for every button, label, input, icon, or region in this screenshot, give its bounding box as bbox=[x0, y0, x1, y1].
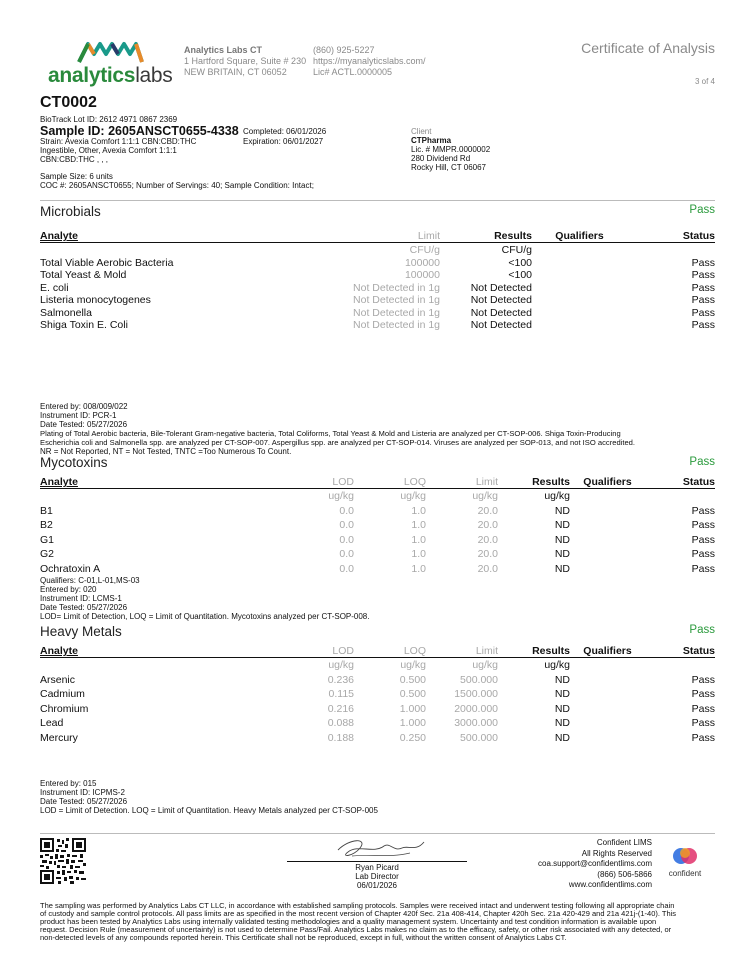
column-header: Qualifiers bbox=[583, 645, 632, 657]
qualifier-cell bbox=[532, 319, 627, 332]
mycotoxins-status-badge: Pass bbox=[689, 456, 715, 468]
loq-cell: 1.0 bbox=[411, 562, 426, 575]
analyte-cell: G2 bbox=[40, 548, 55, 561]
sample-id: Sample ID: 2605ANSCT0655-4338 bbox=[40, 124, 239, 138]
result-cell: ND bbox=[554, 702, 570, 715]
limit-cell: 20.0 bbox=[477, 519, 498, 532]
analyte-cell: E. coli bbox=[40, 281, 69, 294]
lab-website-link[interactable]: https://myanalyticslabs.com/ bbox=[313, 56, 426, 66]
qualifier-cell bbox=[532, 307, 627, 320]
unit-cell: ug/kg bbox=[472, 659, 498, 672]
lab-logo bbox=[48, 38, 173, 88]
limit-cell: Not Detected in 1g bbox=[353, 294, 440, 307]
qualifier-cell bbox=[570, 547, 645, 562]
table-row bbox=[40, 504, 715, 519]
status-cell: Pass bbox=[691, 269, 715, 282]
analyte-cell: Salmonella bbox=[40, 306, 92, 319]
table-header-rule bbox=[40, 488, 715, 489]
mycotoxins-table bbox=[40, 476, 715, 576]
table-row bbox=[40, 702, 715, 717]
document-title: Certificate of Analysis bbox=[581, 40, 715, 56]
lab-phone: (860) 925-5227 bbox=[313, 45, 375, 55]
mycotoxins-title: Mycotoxins bbox=[40, 455, 108, 470]
limit-cell: 500.000 bbox=[460, 673, 498, 686]
lod-cell: 0.188 bbox=[327, 731, 354, 744]
microbials-notes bbox=[40, 402, 720, 456]
column-header: Analyte bbox=[40, 645, 78, 657]
status-cell: Pass bbox=[691, 256, 715, 269]
limit-cell: 2000.000 bbox=[454, 702, 498, 715]
sample-size: Sample Size: 6 units bbox=[40, 172, 113, 181]
lod-cell: 0.0 bbox=[339, 504, 354, 517]
disclaimer-line: request. Decision Rule (measurement of uncertainty) is not used to determine Pass/Fail. Analytics Labs makes no claim as to the efficacy, safety, or other risk associated with any detected, or bbox=[40, 925, 672, 934]
result-cell: Not Detected bbox=[470, 306, 532, 319]
client-address-line1: 280 Dividend Rd bbox=[411, 154, 471, 163]
analyte-cell: Listeria monocytogenes bbox=[40, 294, 151, 307]
loq-cell: 1.0 bbox=[411, 504, 426, 517]
analyte-cell: Chromium bbox=[40, 702, 89, 715]
column-header: Limit bbox=[475, 645, 498, 657]
limit-cell: 20.0 bbox=[477, 533, 498, 546]
biotrack-lot-id: BioTrack Lot ID: 2612 4971 0867 2369 bbox=[40, 115, 178, 124]
note-line: Entered by: 015 bbox=[40, 779, 97, 788]
heavy-metals-status-badge: Pass bbox=[689, 624, 715, 636]
page-number: 3 of 4 bbox=[694, 77, 715, 86]
signer-role: Lab Director bbox=[355, 872, 399, 881]
analyte-cell: B2 bbox=[40, 519, 53, 532]
result-cell: ND bbox=[554, 562, 570, 575]
analyte-cell: G1 bbox=[40, 533, 55, 546]
mycotoxins-notes bbox=[40, 576, 720, 621]
result-cell: ND bbox=[554, 673, 570, 686]
qualifier-cell bbox=[570, 562, 645, 577]
status-cell: Pass bbox=[691, 294, 715, 307]
disclaimer bbox=[40, 902, 720, 942]
table-header-rule bbox=[40, 242, 715, 243]
analyte-cell: Arsenic bbox=[40, 673, 76, 686]
result-cell: Not Detected bbox=[470, 294, 532, 307]
note-line: Entered by: 008/009/022 bbox=[40, 402, 128, 411]
limit-cell: 20.0 bbox=[477, 562, 498, 575]
lod-cell: 0.0 bbox=[339, 562, 354, 575]
unit-row bbox=[40, 243, 715, 257]
sample-type: Ingestible, Other, Avexia Comfort 1:1:1 bbox=[40, 146, 177, 155]
footer-divider bbox=[40, 833, 715, 834]
limit-cell: Not Detected in 1g bbox=[353, 319, 440, 332]
table-row bbox=[40, 269, 715, 282]
result-cell: <100 bbox=[508, 269, 532, 282]
unit-cell: CFU/g bbox=[501, 243, 532, 256]
limit-cell: Not Detected in 1g bbox=[353, 306, 440, 319]
lod-cell: 0.216 bbox=[327, 702, 354, 715]
loq-cell: 0.500 bbox=[399, 673, 426, 686]
lims-name: Confident LIMS bbox=[596, 838, 652, 847]
note-line: Date Tested: 05/27/2026 bbox=[40, 603, 128, 612]
limit-cell: 500.000 bbox=[460, 731, 498, 744]
result-cell: Not Detected bbox=[470, 319, 532, 332]
table-row bbox=[40, 518, 715, 533]
result-cell: ND bbox=[554, 533, 570, 546]
status-cell: Pass bbox=[691, 688, 715, 701]
analyte-cell: Total Viable Aerobic Bacteria bbox=[40, 256, 174, 269]
qualifier-cell bbox=[570, 673, 645, 688]
table-row bbox=[40, 731, 715, 746]
qualifier-cell bbox=[570, 518, 645, 533]
qualifier-cell bbox=[570, 716, 645, 731]
column-header: Results bbox=[532, 476, 570, 488]
column-header: Results bbox=[532, 645, 570, 657]
analyte-cell: Lead bbox=[40, 717, 64, 730]
analyte-cell: Mercury bbox=[40, 731, 78, 744]
column-header: Qualifiers bbox=[555, 230, 604, 242]
column-header: Qualifiers bbox=[583, 476, 632, 488]
loq-cell: 1.000 bbox=[399, 717, 426, 730]
microbials-status-badge: Pass bbox=[689, 204, 715, 216]
table-row bbox=[40, 673, 715, 688]
cannabinoid-ratio: CBN:CBD:THC , , , bbox=[40, 155, 109, 164]
status-cell: Pass bbox=[691, 673, 715, 686]
lab-address-line2: NEW BRITAIN, CT 06052 bbox=[184, 67, 287, 77]
table-row bbox=[40, 547, 715, 562]
lab-name: Analytics Labs CT bbox=[184, 45, 263, 55]
qualifier-cell bbox=[570, 687, 645, 702]
unit-cell: ug/kg bbox=[328, 490, 354, 503]
status-cell: Pass bbox=[691, 717, 715, 730]
disclaimer-line: of custody and sample control protocols. All pass limits are as specified in the most recent version of Chapter 420f Sec. 21a 408-414, Chapter 420h Sec. 21a 420-429 and 21a 421j-(1-40). This bbox=[40, 909, 677, 918]
column-header: LOQ bbox=[403, 476, 426, 488]
lod-cell: 0.115 bbox=[328, 688, 354, 701]
lims-email-link[interactable]: coa.support@confidentlims.com bbox=[538, 859, 652, 868]
loq-cell: 0.250 bbox=[399, 731, 426, 744]
qualifier-cell bbox=[570, 533, 645, 548]
column-header: Status bbox=[682, 476, 715, 488]
note-line: Qualifiers: C-01,L-01,MS-03 bbox=[40, 576, 140, 585]
client-address-line2: Rocky Hill, CT 06067 bbox=[411, 163, 486, 172]
disclaimer-line: The sampling was performed by Analytics Labs CT LLC, in accordance with established sampling protocols. Samples were received intact and underwent testing following all appropriate chain bbox=[40, 901, 675, 910]
column-header: LOD bbox=[332, 476, 354, 488]
signature-line bbox=[287, 861, 467, 862]
loq-cell: 1.0 bbox=[411, 533, 426, 546]
status-cell: Pass bbox=[691, 562, 715, 575]
result-cell: ND bbox=[554, 717, 570, 730]
confident-logo-text: confident bbox=[668, 869, 702, 878]
qualifier-cell bbox=[570, 731, 645, 746]
note-line: Date Tested: 05/27/2026 bbox=[40, 797, 128, 806]
client-label: Client bbox=[411, 127, 432, 136]
analyte-cell: Ochratoxin A bbox=[40, 562, 101, 575]
logo-word-secondary: labs bbox=[135, 64, 173, 87]
microbials-title: Microbials bbox=[40, 204, 101, 219]
signer-name: Ryan Picard bbox=[355, 863, 399, 872]
note-line: Instrument ID: ICPMS-2 bbox=[40, 788, 125, 797]
strain: Strain: Avexia Comfort 1:1:1 CBN:CBD:THC bbox=[40, 137, 197, 146]
lod-cell: 0.0 bbox=[339, 533, 354, 546]
limit-cell: 3000.000 bbox=[454, 717, 498, 730]
lims-phone: (866) 506-5866 bbox=[597, 869, 652, 879]
note-line: LOD= Limit of Detection, LOQ = Limit of Quantitation. Mycotoxins analyzed per CT-SOP-008. bbox=[40, 612, 370, 621]
completed-date: Completed: 06/01/2026 bbox=[243, 127, 327, 136]
confident-logo-icon bbox=[672, 845, 698, 867]
logo-word-primary: analytics bbox=[48, 64, 136, 87]
lab-license: Lic# ACTL.0000005 bbox=[313, 67, 393, 77]
unit-cell: ug/kg bbox=[544, 659, 570, 672]
status-cell: Pass bbox=[691, 731, 715, 744]
result-cell: ND bbox=[554, 688, 570, 701]
client-name: CTPharma bbox=[411, 136, 452, 145]
heavy-metals-title: Heavy Metals bbox=[40, 624, 122, 639]
analyte-cell: Cadmium bbox=[40, 688, 85, 701]
coc-number: COC #: 2605ANSCT0655; Number of Servings: 40; Sample Condition: Intact; bbox=[40, 181, 314, 190]
qualifier-cell bbox=[570, 702, 645, 717]
qualifier-cell bbox=[532, 294, 627, 307]
column-header: Limit bbox=[417, 230, 440, 242]
note-line: NR = Not Reported, NT = Not Tested, TNTC =Too Numerous To Count. bbox=[40, 447, 292, 456]
loq-cell: 1.0 bbox=[411, 548, 426, 561]
note-line: Date Tested: 05/27/2026 bbox=[40, 420, 128, 429]
unit-cell: ug/kg bbox=[328, 659, 354, 672]
table-row bbox=[40, 716, 715, 731]
disclaimer-line: product has been tested by Analytics Labs using internally validated testing methodologies and a quality management system. Uncertainty and test condition information is available upon bbox=[40, 917, 657, 926]
sample-code: CT0002 bbox=[40, 94, 97, 111]
limit-cell: 100000 bbox=[404, 269, 440, 282]
disclaimer-line: non-detected levels of any compounds reported herein. This Certificate shall not be reproduced, except in full, without the written consent of Analytics Labs CT. bbox=[40, 933, 567, 942]
signature-icon bbox=[330, 836, 430, 862]
client-license: Lic. # MMPR.0000002 bbox=[411, 145, 491, 154]
limit-cell: 1500.000 bbox=[454, 688, 498, 701]
column-header: Analyte bbox=[40, 230, 78, 242]
unit-row bbox=[40, 658, 715, 673]
lod-cell: 0.088 bbox=[327, 717, 354, 730]
unit-cell: ug/kg bbox=[544, 490, 570, 503]
lims-info bbox=[500, 838, 652, 891]
analyte-cell: Shiga Toxin E. Coli bbox=[40, 319, 128, 332]
result-cell: Not Detected bbox=[470, 281, 532, 294]
status-cell: Pass bbox=[691, 504, 715, 517]
status-cell: Pass bbox=[691, 281, 715, 294]
limit-cell: Not Detected in 1g bbox=[353, 281, 440, 294]
heavy-metals-table bbox=[40, 645, 715, 745]
mountain-logo-icon bbox=[76, 38, 146, 64]
loq-cell: 1.0 bbox=[411, 519, 426, 532]
lod-cell: 0.236 bbox=[327, 673, 354, 686]
table-row bbox=[40, 533, 715, 548]
result-cell: ND bbox=[554, 731, 570, 744]
status-cell: Pass bbox=[691, 519, 715, 532]
column-header: Analyte bbox=[40, 476, 78, 488]
loq-cell: 1.000 bbox=[399, 702, 426, 715]
lod-cell: 0.0 bbox=[339, 519, 354, 532]
result-cell: ND bbox=[554, 548, 570, 561]
note-line: Instrument ID: PCR-1 bbox=[40, 411, 117, 420]
status-cell: Pass bbox=[691, 533, 715, 546]
column-header: Status bbox=[682, 230, 715, 242]
column-header: LOD bbox=[332, 645, 354, 657]
table-row bbox=[40, 282, 715, 295]
limit-cell: 20.0 bbox=[477, 504, 498, 517]
analyte-cell: B1 bbox=[40, 504, 53, 517]
unit-row bbox=[40, 489, 715, 504]
result-cell: <100 bbox=[508, 256, 532, 269]
table-header-rule bbox=[40, 657, 715, 658]
limit-cell: 100000 bbox=[404, 256, 440, 269]
signature-block bbox=[287, 863, 467, 890]
note-line: LOD = Limit of Detection. LOQ = Limit of Quantitation. Heavy Metals analyzed per CT-SOP-005 bbox=[40, 806, 378, 815]
result-cell: ND bbox=[554, 519, 570, 532]
table-row bbox=[40, 294, 715, 307]
unit-cell: CFU/g bbox=[409, 243, 440, 256]
section-divider bbox=[40, 200, 715, 201]
table-row bbox=[40, 257, 715, 270]
qualifier-cell bbox=[532, 282, 627, 295]
column-header: LOQ bbox=[403, 645, 426, 657]
unit-cell: ug/kg bbox=[472, 490, 498, 503]
client-block bbox=[411, 127, 490, 172]
lod-cell: 0.0 bbox=[339, 548, 354, 561]
lims-website-link[interactable]: www.confidentlims.com bbox=[568, 880, 652, 889]
analyte-cell: Total Yeast & Mold bbox=[40, 269, 127, 282]
note-line: Escherichia coli and Salmonella spp. are analyzed per CT-SOP-007. Aspergillus spp. are analyzed per CT-SOP-014. Viruses are analyzed per SOP-013, and not ISO accredited. bbox=[40, 438, 636, 447]
qualifier-cell bbox=[570, 504, 645, 519]
table-row bbox=[40, 307, 715, 320]
table-row bbox=[40, 687, 715, 702]
microbials-table bbox=[40, 230, 715, 332]
qualifier-cell bbox=[532, 269, 627, 282]
column-header: Results bbox=[494, 230, 532, 242]
table-row bbox=[40, 319, 715, 332]
confident-logo bbox=[660, 845, 710, 885]
status-cell: Pass bbox=[691, 702, 715, 715]
qualifier-cell bbox=[532, 257, 627, 270]
unit-cell: ug/kg bbox=[400, 659, 426, 672]
lab-address-line1: 1 Hartford Square, Suite # 230 bbox=[184, 56, 307, 66]
qr-code-icon[interactable] bbox=[40, 838, 86, 884]
limit-cell: 20.0 bbox=[477, 548, 498, 561]
note-line: Entered by: 020 bbox=[40, 585, 97, 594]
signature-date: 06/01/2026 bbox=[356, 881, 398, 890]
lab-address bbox=[184, 45, 309, 78]
unit-cell: ug/kg bbox=[400, 490, 426, 503]
loq-cell: 0.500 bbox=[399, 688, 426, 701]
expiration-date: Expiration: 06/01/2027 bbox=[243, 137, 324, 146]
lims-rights: All Rights Reserved bbox=[581, 848, 652, 858]
column-header: Status bbox=[682, 645, 715, 657]
result-cell: ND bbox=[554, 504, 570, 517]
status-cell: Pass bbox=[691, 319, 715, 332]
status-cell: Pass bbox=[691, 306, 715, 319]
lab-contact bbox=[313, 45, 463, 78]
note-line: Plating of Total Aerobic bacteria, Bile-Tolerant Gram-negative bacteria, Total Coliforms, Total Yeast & Mold and Listeria are analyzed per CT-SOP-006. Shiga Toxin-Producing bbox=[40, 429, 621, 438]
status-cell: Pass bbox=[691, 548, 715, 561]
note-line: Instrument ID: LCMS-1 bbox=[40, 594, 122, 603]
table-row bbox=[40, 562, 715, 577]
heavy-metals-notes bbox=[40, 779, 720, 815]
column-header: Limit bbox=[475, 476, 498, 488]
